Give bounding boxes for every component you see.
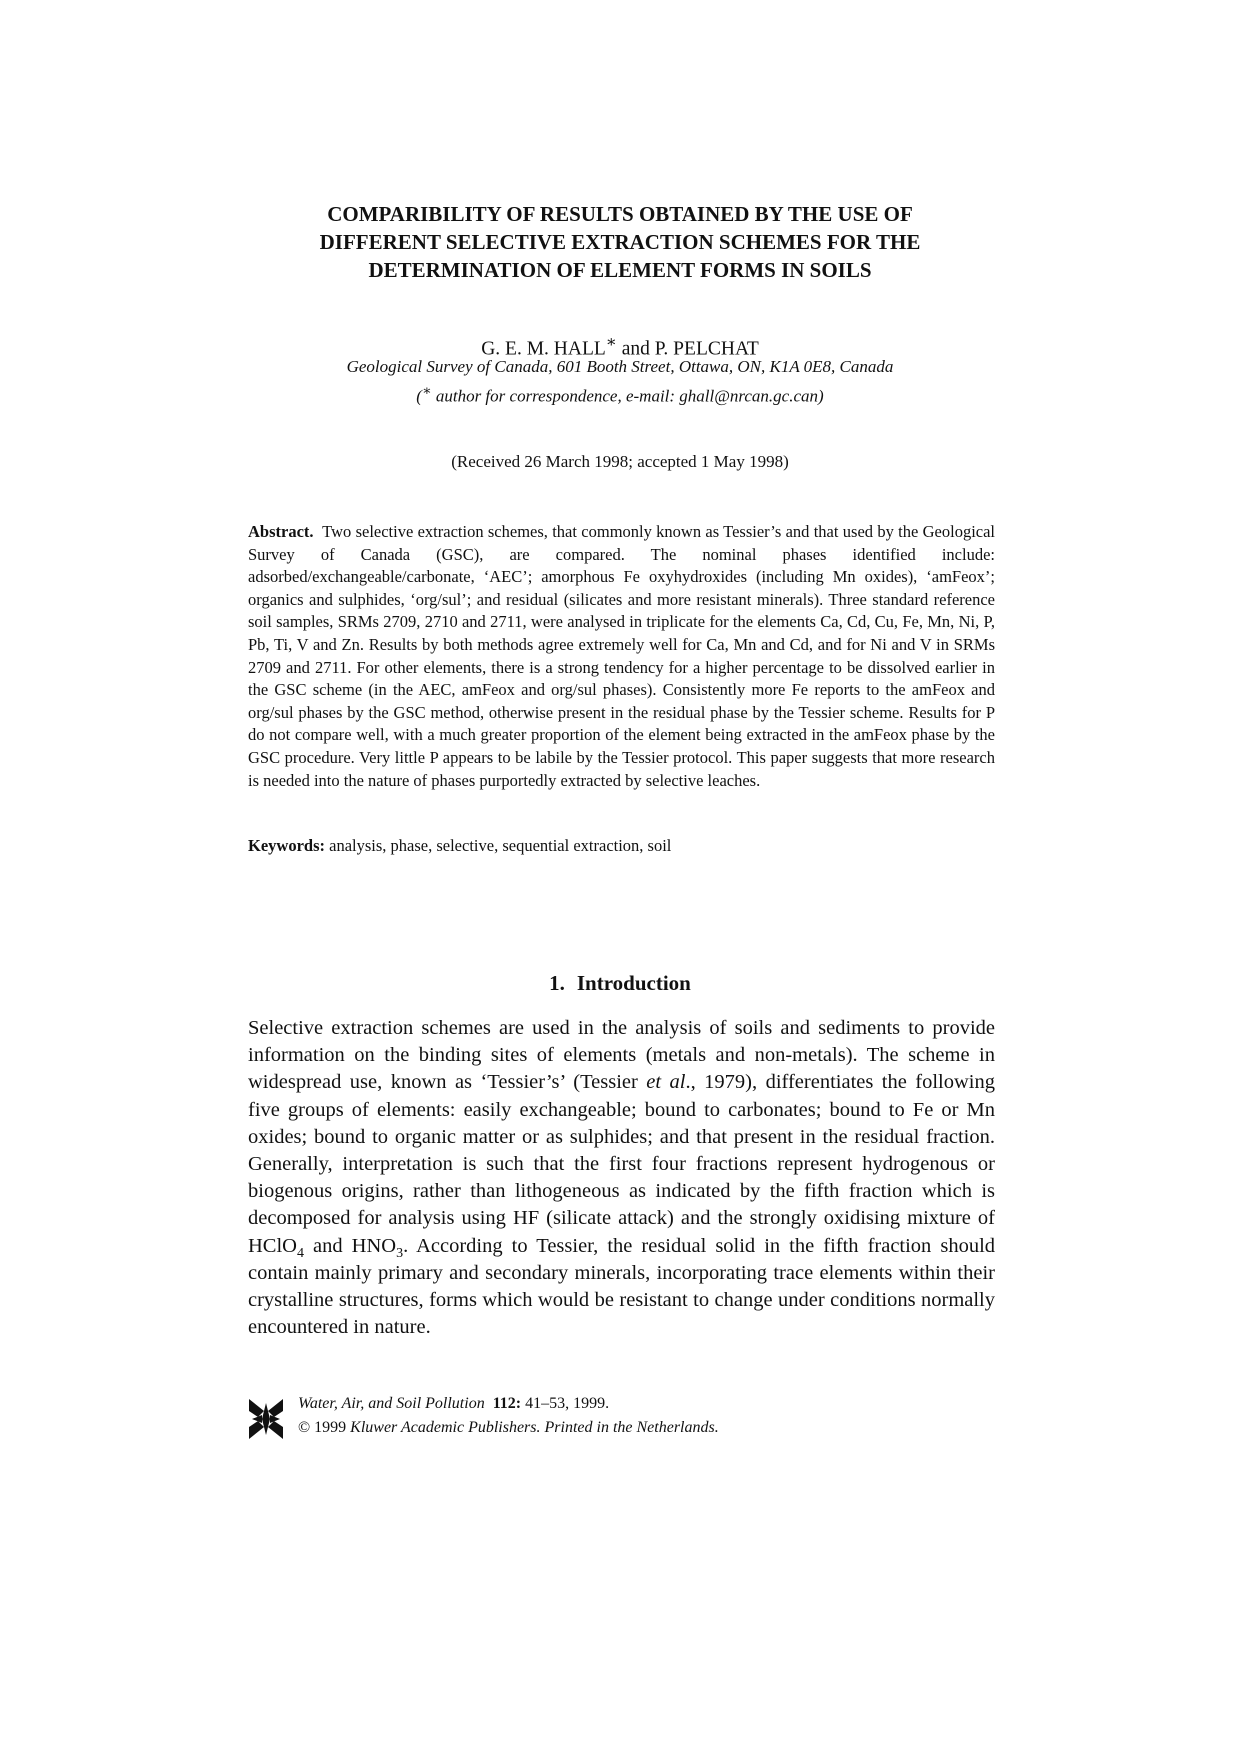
author-1-mark: ∗ bbox=[605, 333, 617, 351]
intro-text-d: . According to Tessier, the residual solid in the fifth fraction should contain mainly primary and secondary minerals, incorporating trace elements within their crystalline structures, forms which would be resistant to change under conditions normally encountered in nature. bbox=[248, 1234, 996, 1339]
intro-text-b: ., 1979), differentiates the following five groups of elements: easily exchangeable; bound to carbonates; bound to Fe or Mn oxides; bound to organic matter or as sulphides; and that present in the residual fraction. Generally, interpretation is such that the first four fractions represent hydrogenous or biogenous origins, rather than lithogeneous as indicated by the fifth fraction which is decomposed for analysis using HF (silicate attack) and the strongly oxidising mixture of HClO bbox=[248, 1071, 995, 1257]
paper-title bbox=[250, 200, 990, 284]
abstract-label: Abstract. bbox=[248, 522, 314, 541]
author-1: G. E. M. HALL bbox=[481, 338, 606, 360]
section-title: Introduction bbox=[576, 971, 691, 996]
author-2: P. PELCHAT bbox=[654, 338, 759, 360]
title-line-3: DETERMINATION OF ELEMENT FORMS IN SOILS bbox=[368, 258, 872, 282]
abstract-text: Two selective extraction schemes, that commonly known as Tessier’s and that used by the Geological Survey of Canada (GSC), are compared. The nominal phases identified include: adsorbed/exchangeable/carbonate, ‘AEC’; amorphous Fe oxyhydroxides (including Mn oxides), ‘amFeox’; organics and sulphides, ‘org/sul’; and residual (silicates and more resistant minerals). Three standard reference soil samples, SRMs 2709, 2710 and 2711, were analysed in triplicate for the elements Ca, Cd, Cu, Fe, Mn, Ni, P, Pb, Ti, V and Zn. Results by both methods agree extremely well for Ca, Mn and Cd, and for Ni and V in SRMs 2709 and 2711. For other elements, there is a strong tendency for a higher percentage to be dissolved earlier in the GSC scheme (in the AEC, amFeox and org/sul phases). Consistently more Fe reports to the amFeox and org/sul phases by the GSC method, otherwise present in the residual phase by the Tessier scheme. Results for P do not compare well, with a much greater proportion of the element being extracted in the amFeox phase by the GSC procedure. Very little P appears to be labile by the Tessier protocol. This paper suggests that more research is needed into the nature of phases purportedly extracted by selective leaches. bbox=[248, 522, 996, 790]
introduction-paragraph bbox=[248, 1015, 995, 1341]
journal-pages: 41–53, 1999. bbox=[521, 1395, 610, 1412]
publisher-line: Kluwer Academic Publishers. Printed in the Netherlands. bbox=[350, 1419, 719, 1436]
intro-subscript-3: 3 bbox=[396, 1245, 404, 1261]
copyright-year: 1999 bbox=[310, 1419, 351, 1436]
kluwer-logo-icon bbox=[248, 1397, 284, 1441]
section-number: 1. bbox=[549, 971, 565, 996]
footer-citation bbox=[298, 1393, 609, 1415]
intro-et-al: et al bbox=[646, 1071, 686, 1094]
title-line-2: DIFFERENT SELECTIVE EXTRACTION SCHEMES FOR THE bbox=[319, 230, 921, 254]
keywords bbox=[248, 835, 995, 857]
abstract bbox=[248, 521, 995, 792]
journal-footer bbox=[248, 1393, 948, 1453]
journal-name: Water, Air, and Soil Pollution bbox=[298, 1395, 485, 1412]
copyright-symbol: © bbox=[298, 1419, 311, 1436]
affiliation-line-1: Geological Survey of Canada, 601 Booth Street, Ottawa, ON, K1A 0E8, Canada bbox=[346, 357, 894, 376]
author-conjunction: and bbox=[616, 338, 655, 360]
title-line-1: COMPARIBILITY OF RESULTS OBTAINED BY THE USE OF bbox=[327, 202, 913, 226]
affiliation bbox=[250, 355, 990, 409]
keywords-text: analysis, phase, selective, sequential extraction, soil bbox=[329, 836, 672, 855]
correspondence-text: author for correspondence, e-mail: ghall@nrcan.gc.can) bbox=[431, 386, 824, 406]
intro-text-a: Selective extraction schemes are used in the analysis of soils and sediments to provide information on the binding sites of elements (metals and non-metals). The scheme in widespread use, known as ‘Tessier’s’ (Tessier bbox=[248, 1017, 995, 1094]
section-heading-introduction bbox=[250, 969, 990, 997]
footer-copyright bbox=[298, 1417, 719, 1439]
affiliation-mark: ∗ bbox=[421, 383, 432, 399]
keywords-label: Keywords: bbox=[248, 836, 325, 855]
journal-volume: 112: bbox=[492, 1395, 522, 1412]
received-dates: (Received 26 March 1998; accepted 1 May 1998) bbox=[451, 452, 789, 471]
affiliation-paren: ( bbox=[416, 386, 422, 406]
intro-subscript-4: 4 bbox=[296, 1245, 304, 1261]
affiliation-line-2 bbox=[250, 379, 990, 409]
intro-text-c: and HNO bbox=[303, 1234, 397, 1257]
